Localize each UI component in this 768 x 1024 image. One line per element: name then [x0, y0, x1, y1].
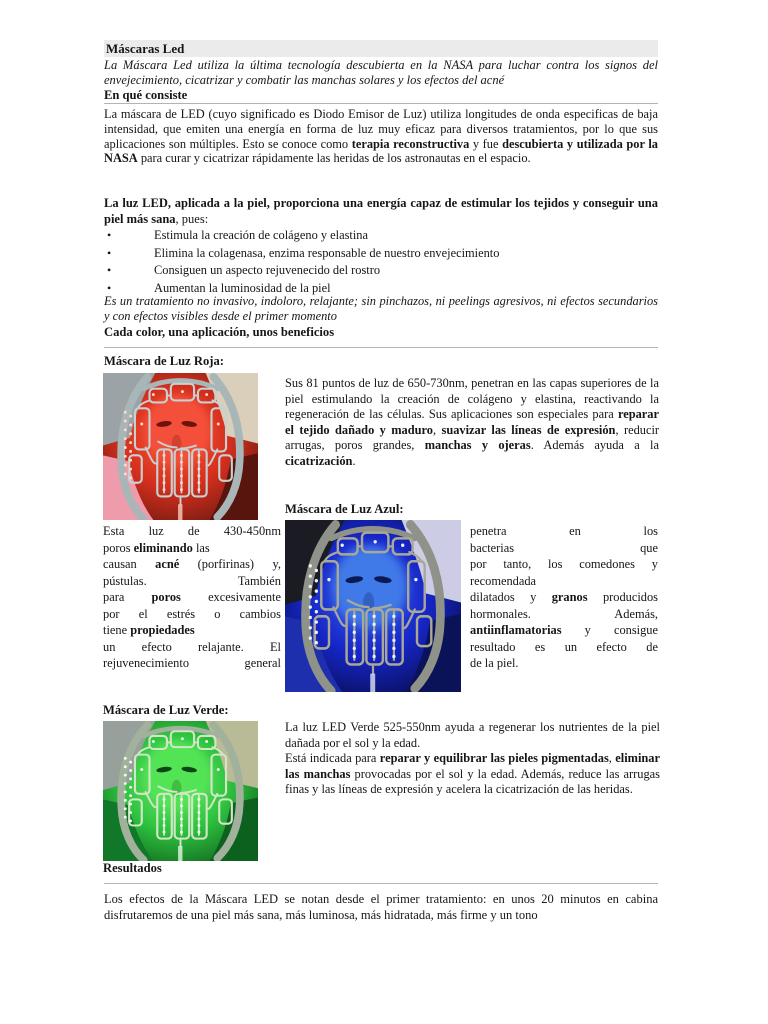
what-paragraph: La máscara de LED (cuyo significado es Diodo Emisor de Luz) utiliza longitudes de onda especificas de baja intensidad, que emiten una energía en forma de luz muy eficaz para diversos tratamientos, por lo que sus aplicaciones son múltiples. Esto se conoce como terapia reconstructiva y fue descubierta y utilizada por la NASA para curar y cicatrizar rápidamente las heridas de los astronautas en el espacio.: [104, 107, 658, 166]
list-item: [104, 246, 658, 264]
green-led-mask-photo: [103, 721, 258, 861]
column-line: dilatados y granos producidos: [470, 590, 658, 604]
list-item-text: Elimina la colagenasa, enzima responsable de nuestro envejecimiento: [154, 245, 500, 260]
column-line: por tanto, los comedones y: [470, 557, 658, 571]
column-line: rejuvenecimiento general: [103, 656, 281, 670]
column-line: resultado es un efecto de: [470, 639, 658, 654]
list-item: [104, 263, 658, 281]
list-item-text: Consiguen un aspecto rejuvenecido del rostro: [154, 263, 381, 278]
treatment-paragraph: Es un tratamiento no invasivo, indoloro, relajante; sin pinchazos, ni peelings agresivos, ni efectos secundarios y con efectos visibles desde el primer momento: [104, 294, 658, 324]
heading-en-que-consiste: En qué consiste: [104, 88, 188, 102]
column-line: recomendada: [470, 573, 537, 588]
column-line: penetra en los: [470, 524, 658, 538]
column-line: antiinflamatorias y consigue: [470, 623, 658, 637]
green-paragraph-line2: Está indicada para reparar y equilibrar las pieles pigmentadas, eliminar las manchas provocadas por el sol y la edad. Además, reduce las arrugas finas y las líneas de expresión y acelera la cicatrización de las heridas.: [285, 751, 661, 796]
column-line: bacterias que: [470, 540, 658, 555]
heading-cada-color: Cada color, una aplicación, unos beneficios: [104, 325, 335, 339]
intro-paragraph: La Máscara Led utiliza la última tecnología descubierta en la NASA para luchar contra los signos del envejecimiento, cicatrizar y combatir las manchas solares y los efectos del acné: [104, 58, 658, 88]
bullet-icon: •: [107, 245, 112, 260]
red-led-mask-photo: [103, 373, 258, 520]
column-line: tiene propiedades: [103, 623, 195, 637]
results-paragraph: Los efectos de la Máscara LED se notan desde el primer tratamiento: en unos 20 minutos en cabina disfrutaremos de una piel más sana, más luminosa, más hidratada, más firme y un tono: [104, 892, 658, 923]
heading-mascara-azul: Máscara de Luz Azul:: [285, 502, 404, 516]
heading-mascara-verde: Máscara de Luz Verde:: [103, 703, 229, 717]
green-paragraph-line1: La luz LED Verde 525-550nm ayuda a regenerar los nutrientes de la piel dañada por el sol y la edad.: [285, 720, 660, 750]
column-line: Esta luz de 430-450nm: [103, 524, 281, 538]
blue-led-mask-graphic: [285, 520, 461, 692]
bullet-icon: •: [107, 263, 112, 278]
benefits-list: [104, 228, 658, 299]
section-divider: [104, 347, 658, 348]
bullet-icon: •: [107, 281, 112, 296]
blue-right-column: [470, 524, 658, 673]
section-divider: [104, 883, 658, 884]
column-line: por el estrés o cambios: [103, 606, 281, 621]
heading-resultados: Resultados: [103, 861, 162, 875]
blue-led-mask-photo: [285, 520, 461, 692]
red-paragraph: Sus 81 puntos de luz de 650-730nm, penetran en las capas superiores de la piel estimulando la creación de colágeno y elastina, reactivando la regeneración de las células. Sus aplicaciones son especiales para reparar el tejido dañado y maduro, suavizar las líneas de expresión, reducir arrugas, poros grandes, manchas y ojeras. Además ayuda a la cicatrización.: [285, 376, 660, 468]
blue-left-column: [103, 524, 281, 673]
page-title: Máscaras Led: [106, 41, 185, 56]
column-line: pústulas. También: [103, 573, 281, 588]
column-line: de la piel.: [470, 656, 519, 670]
green-led-mask-graphic: [103, 721, 258, 861]
benefits-lead-paragraph: La luz LED, aplicada a la piel, proporciona una energía capaz de estimular los tejidos y conseguir una piel más sana, pues:: [104, 196, 658, 226]
list-item-text: Estimula la creación de colágeno y elastina: [154, 228, 368, 242]
green-paragraph: [285, 720, 660, 798]
heading-mascara-roja: Máscara de Luz Roja:: [104, 354, 224, 368]
list-item: [104, 228, 658, 246]
column-line: para poros excesivamente: [103, 590, 281, 604]
section-divider: [104, 103, 658, 104]
column-line: poros eliminando las: [103, 540, 210, 555]
column-line: causan acné (porfirinas) y,: [103, 557, 281, 571]
list-item-text: Aumentan la luminosidad de la piel: [154, 281, 331, 296]
column-line: hormonales. Además,: [470, 606, 658, 621]
column-line: un efecto relajante. El: [103, 639, 281, 654]
title-highlight-bar: [104, 40, 658, 57]
bullet-icon: •: [107, 228, 112, 242]
red-led-mask-graphic: [103, 373, 258, 520]
